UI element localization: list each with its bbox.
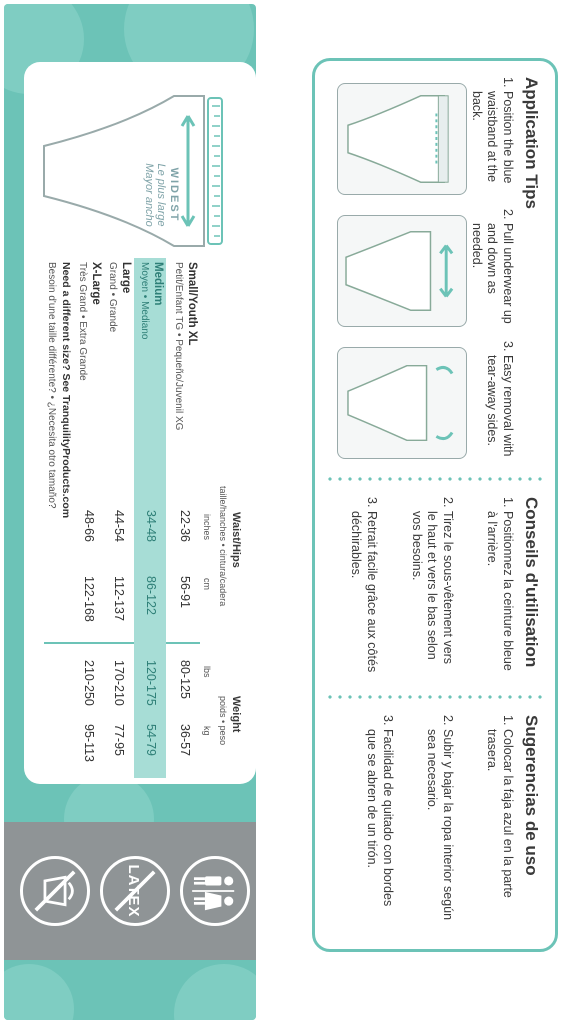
size-cm: 122-168 [82, 576, 96, 622]
tip-step-1 [468, 77, 515, 197]
different-size-translation: Besoin d'une taille différente? • ¿Necesita otro tamaño? [46, 262, 57, 509]
widest-fr: Le plus large [155, 163, 168, 227]
step-text: Easy removal with tear-away sides. [485, 355, 515, 457]
step-text: Facilidad de quitado con bordes que se abren de un tirón. [365, 729, 395, 907]
decorative-bubble [174, 964, 256, 1020]
step-number: 1. [501, 77, 515, 88]
step-number: 1. [501, 497, 515, 508]
step-text: Position the blue waistband at the back. [469, 91, 515, 184]
instructions-card [312, 58, 558, 952]
size-row-small [168, 258, 200, 778]
step-number: 3. [501, 341, 515, 352]
size-table [32, 258, 242, 778]
step-text: Subir y bajar la ropa interior según sea necesario. [425, 729, 455, 921]
step-text: Retrait facile grâce aux côtés déchirables. [349, 511, 379, 673]
size-name: Small/Youth XL [186, 262, 198, 346]
conseil-step-1 [484, 497, 515, 677]
decorative-bubble [4, 964, 74, 1020]
weight-header: Weight [230, 696, 242, 733]
size-kg: 77-95 [112, 724, 126, 756]
conseil-step-3 [348, 497, 379, 677]
size-lbs: 210-250 [82, 660, 96, 706]
size-lbs: 120-175 [144, 660, 158, 706]
size-inches: 44-54 [112, 510, 126, 542]
step-text: Tirez le sous-vêtement vers le haut et vers le bas selon vos besoins. [409, 511, 455, 665]
no-wash-icon [20, 856, 90, 926]
widest-label [142, 150, 180, 240]
size-cm: 112-137 [112, 576, 126, 621]
widest-es: Mayor ancho [142, 163, 155, 227]
unisex-icon [180, 856, 250, 926]
size-translation: Petit/Enfant TG • Pequeño/Juvenil XG [173, 262, 184, 431]
application-tips-title: Application Tips [522, 77, 541, 209]
latex-free-icon [100, 856, 170, 926]
sugerencia-step-2 [424, 715, 455, 925]
tip-illustration-1 [337, 83, 467, 195]
do-not-wash-icon [23, 859, 87, 923]
size-inches: 34-48 [144, 510, 158, 542]
unit-cm: cm [202, 578, 212, 590]
tip-illustration-2 [337, 215, 467, 327]
waistband-illustration-icon [338, 84, 466, 194]
step-text: Positionnez la ceinture bleue à l'arrière. [485, 511, 515, 671]
size-cm: 86-122 [144, 576, 158, 615]
size-kg: 54-79 [144, 724, 158, 756]
underwear-outline-icon [34, 86, 244, 256]
step-number: 2. [501, 209, 515, 220]
step-number: 3. [365, 497, 379, 508]
step-number: 2. [441, 497, 455, 508]
tear-away-illustration-icon [338, 348, 466, 458]
waist-header: Waist/Hips [230, 512, 242, 568]
unit-kg: kg [202, 726, 212, 736]
size-chart-card [24, 62, 256, 784]
conseils-title: Conseils d'utilisation [522, 497, 541, 668]
size-translation: Très Grand • Extra Grande [77, 262, 88, 381]
step-text: Pull underwear up and down as needed. [469, 223, 515, 324]
size-translation: Moyen • Mediano [139, 262, 150, 340]
sugerencia-step-3 [364, 715, 395, 925]
conseil-step-2 [408, 497, 455, 677]
tip-step-2 [468, 209, 515, 329]
sugerencias-title: Sugerencias de uso [522, 715, 541, 876]
size-row-xlarge [72, 258, 104, 778]
waist-header-translation: taille/hanches • cintura/cadera [218, 486, 228, 607]
size-chart-wrapper [24, 62, 256, 784]
size-inches: 48-66 [82, 510, 96, 542]
unit-inches: inches [202, 514, 212, 541]
latex-text: LATEX [125, 864, 142, 918]
size-row-medium [134, 258, 166, 778]
pull-up-illustration-icon [338, 216, 466, 326]
unisex-figures-icon [183, 859, 247, 923]
size-name: X-Large [90, 262, 102, 305]
unit-lbs: lbs [202, 666, 212, 678]
step-number: 2. [441, 715, 455, 726]
sugerencia-step-1 [484, 715, 515, 925]
size-name: Medium [152, 262, 164, 306]
step-number: 3. [381, 715, 395, 726]
different-size-note: Need a different size? See TranquilityProducts.com [60, 262, 72, 519]
size-row-large [102, 258, 134, 778]
size-translation: Grand • Grande [107, 262, 118, 333]
weight-header-translation: poids • peso [218, 696, 228, 746]
side-panel [4, 4, 256, 1020]
waist-diagram [34, 86, 244, 256]
section-divider [325, 695, 545, 699]
step-number: 1. [501, 715, 515, 726]
size-inches: 22-36 [178, 510, 192, 542]
step-text: Colocar la faja azul en la parte trasera. [485, 729, 515, 898]
tip-step-3 [484, 341, 515, 461]
size-name: Large [120, 262, 132, 294]
widest-en: WIDEST [168, 167, 180, 223]
size-lbs: 170-210 [112, 660, 126, 706]
size-lbs: 80-125 [178, 660, 192, 699]
size-cm: 56-91 [178, 576, 192, 608]
tip-illustration-3 [337, 347, 467, 459]
size-kg: 95-113 [82, 724, 96, 762]
size-kg: 36-57 [178, 724, 192, 756]
instructions-wrapper [312, 58, 558, 952]
section-divider [325, 477, 545, 481]
